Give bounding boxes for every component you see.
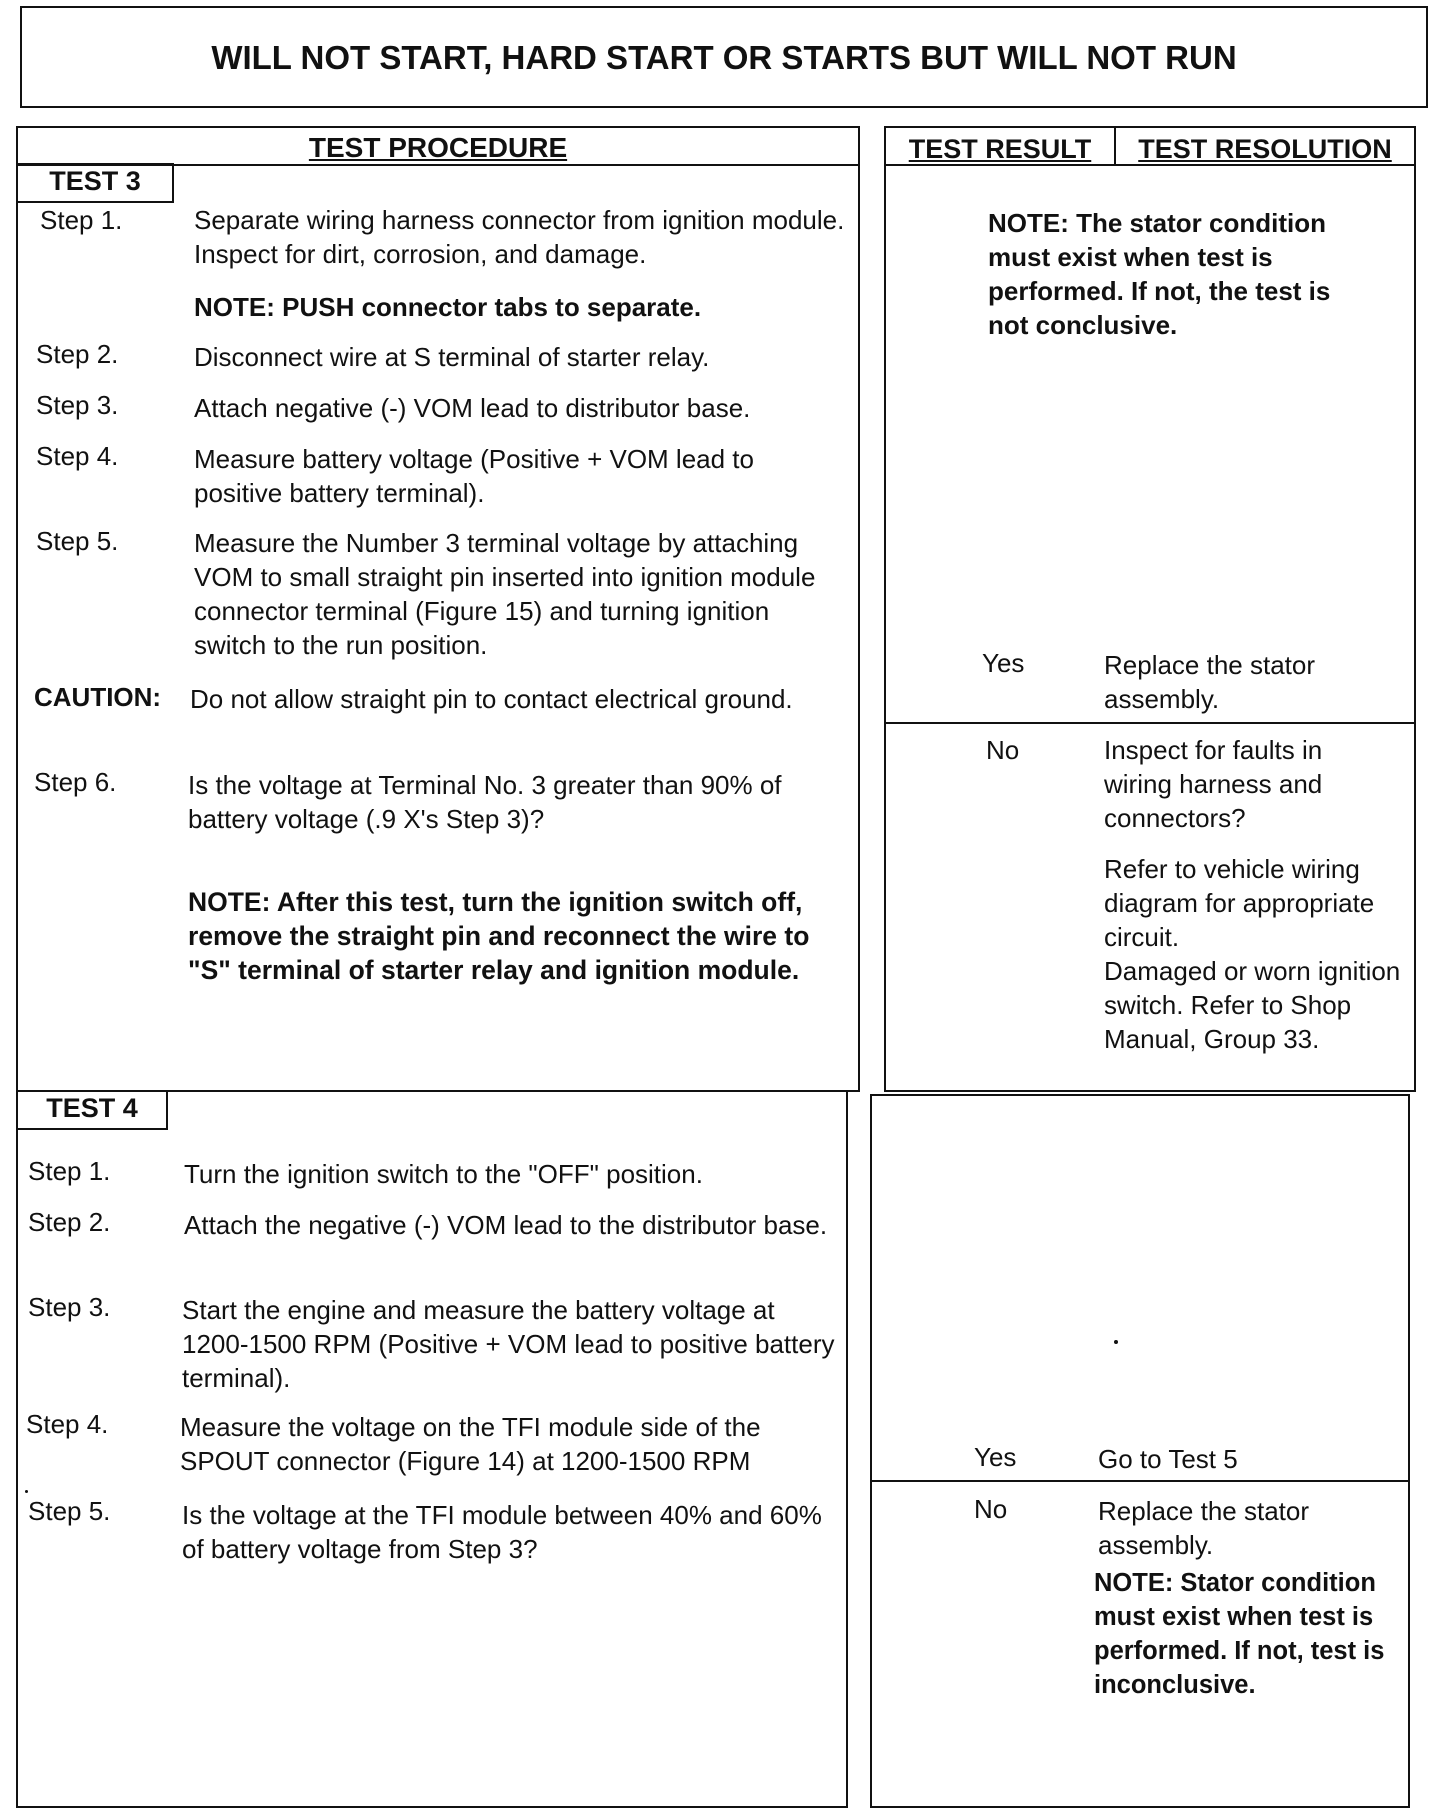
test4-yes-text: Go to Test 5 (1098, 1444, 1238, 1474)
test3-step4-text: Measure battery voltage (Positive + VOM lead to positive battery terminal). (194, 444, 754, 508)
test4-step1-text: Turn the ignition switch to the "OFF" position. (184, 1159, 703, 1189)
test3-step2-label: Step 2. (36, 339, 119, 369)
test-procedure-header: TEST PROCEDURE (308, 132, 568, 163)
test3-step6-text: Is the voltage at Terminal No. 3 greater than 90% of battery voltage (.9 X's Step 3)? (188, 770, 782, 834)
scan-speck (1114, 1340, 1118, 1344)
test3-label: TEST 3 (16, 163, 174, 203)
test3-step5-text: Measure the Number 3 terminal voltage by attaching VOM to small straight pin inserted into ignition module connector terminal (Figure 15) and turning ignition switch to the run position. (194, 528, 816, 660)
test4-step3-text: Start the engine and measure the battery voltage at 1200-1500 RPM (Positive + VOM lead to positive battery terminal). (182, 1295, 835, 1393)
test3-no-text2: Refer to vehicle wiring diagram for appropriate circuit. (1104, 854, 1375, 952)
test4-label: TEST 4 (16, 1090, 168, 1130)
test4-step4-label: Step 4. (26, 1409, 109, 1439)
test4-step2-label: Step 2. (28, 1207, 111, 1237)
page-title: WILL NOT START, HARD START OR STARTS BUT WILL NOT RUN (211, 39, 1237, 76)
test4-no-text: Replace the stator assembly. (1098, 1496, 1310, 1560)
test4-step4-text: Measure the voltage on the TFI module side of the SPOUT connector (Figure 14) at 1200-1500 RPM (180, 1412, 761, 1476)
test4-result-divider (870, 1480, 1410, 1482)
test4-step1-label: Step 1. (28, 1156, 111, 1186)
test3-no-text1: Inspect for faults in wiring harness and connectors? (1104, 735, 1323, 833)
test3-step1-text: Separate wiring harness connector from ignition module. Inspect for dirt, corrosion, and damage. (194, 205, 845, 269)
test3-result-note: NOTE: The stator condition must exist when test is performed. If not, the test is not conclusive. (988, 208, 1331, 340)
test3-no-label: No (986, 735, 1020, 765)
test3-step3-text: Attach negative (-) VOM lead to distributor base. (194, 393, 751, 423)
test3-final-note: NOTE: After this test, turn the ignition switch off, remove the straight pin and reconnect the wire to "S" terminal of starter relay and ignition module. (188, 887, 810, 985)
scan-speck (25, 1490, 28, 1493)
test-resolution-header: TEST RESOLUTION (1138, 134, 1392, 164)
test3-step4-label: Step 4. (36, 441, 119, 471)
test3-step6-label: Step 6. (34, 767, 117, 797)
test4-no-note: NOTE: Stator condition must exist when test is performed. If not, test is inconclusive. (1094, 1569, 1385, 1699)
test4-step5-label: Step 5. (28, 1496, 111, 1526)
test-result-header: TEST RESULT (908, 134, 1092, 164)
test3-yes-label: Yes (982, 648, 1025, 678)
test3-result-divider (884, 722, 1416, 724)
test3-step5-label: Step 5. (36, 526, 119, 556)
test4-step5-text: Is the voltage at the TFI module between 40% and 60% of battery voltage from Step 3? (182, 1500, 822, 1564)
test3-step3-label: Step 3. (36, 390, 119, 420)
test3-yes-text: Replace the stator assembly. (1104, 650, 1316, 714)
test3-caution-label: CAUTION: (34, 682, 162, 712)
test4-step3-label: Step 3. (28, 1292, 111, 1322)
test3-caution-text: Do not allow straight pin to contact electrical ground. (190, 684, 793, 714)
test3-no-text3: Damaged or worn ignition switch. Refer to Shop Manual, Group 33. (1104, 956, 1401, 1054)
test3-step2-text: Disconnect wire at S terminal of starter relay. (194, 342, 710, 372)
test3-push-note: NOTE: PUSH connector tabs to separate. (194, 292, 702, 322)
test4-no-label: No (974, 1494, 1008, 1524)
test3-step1-label: Step 1. (40, 205, 123, 235)
test4-yes-label: Yes (974, 1442, 1017, 1472)
test4-step2-text: Attach the negative (-) VOM lead to the distributor base. (184, 1210, 828, 1240)
